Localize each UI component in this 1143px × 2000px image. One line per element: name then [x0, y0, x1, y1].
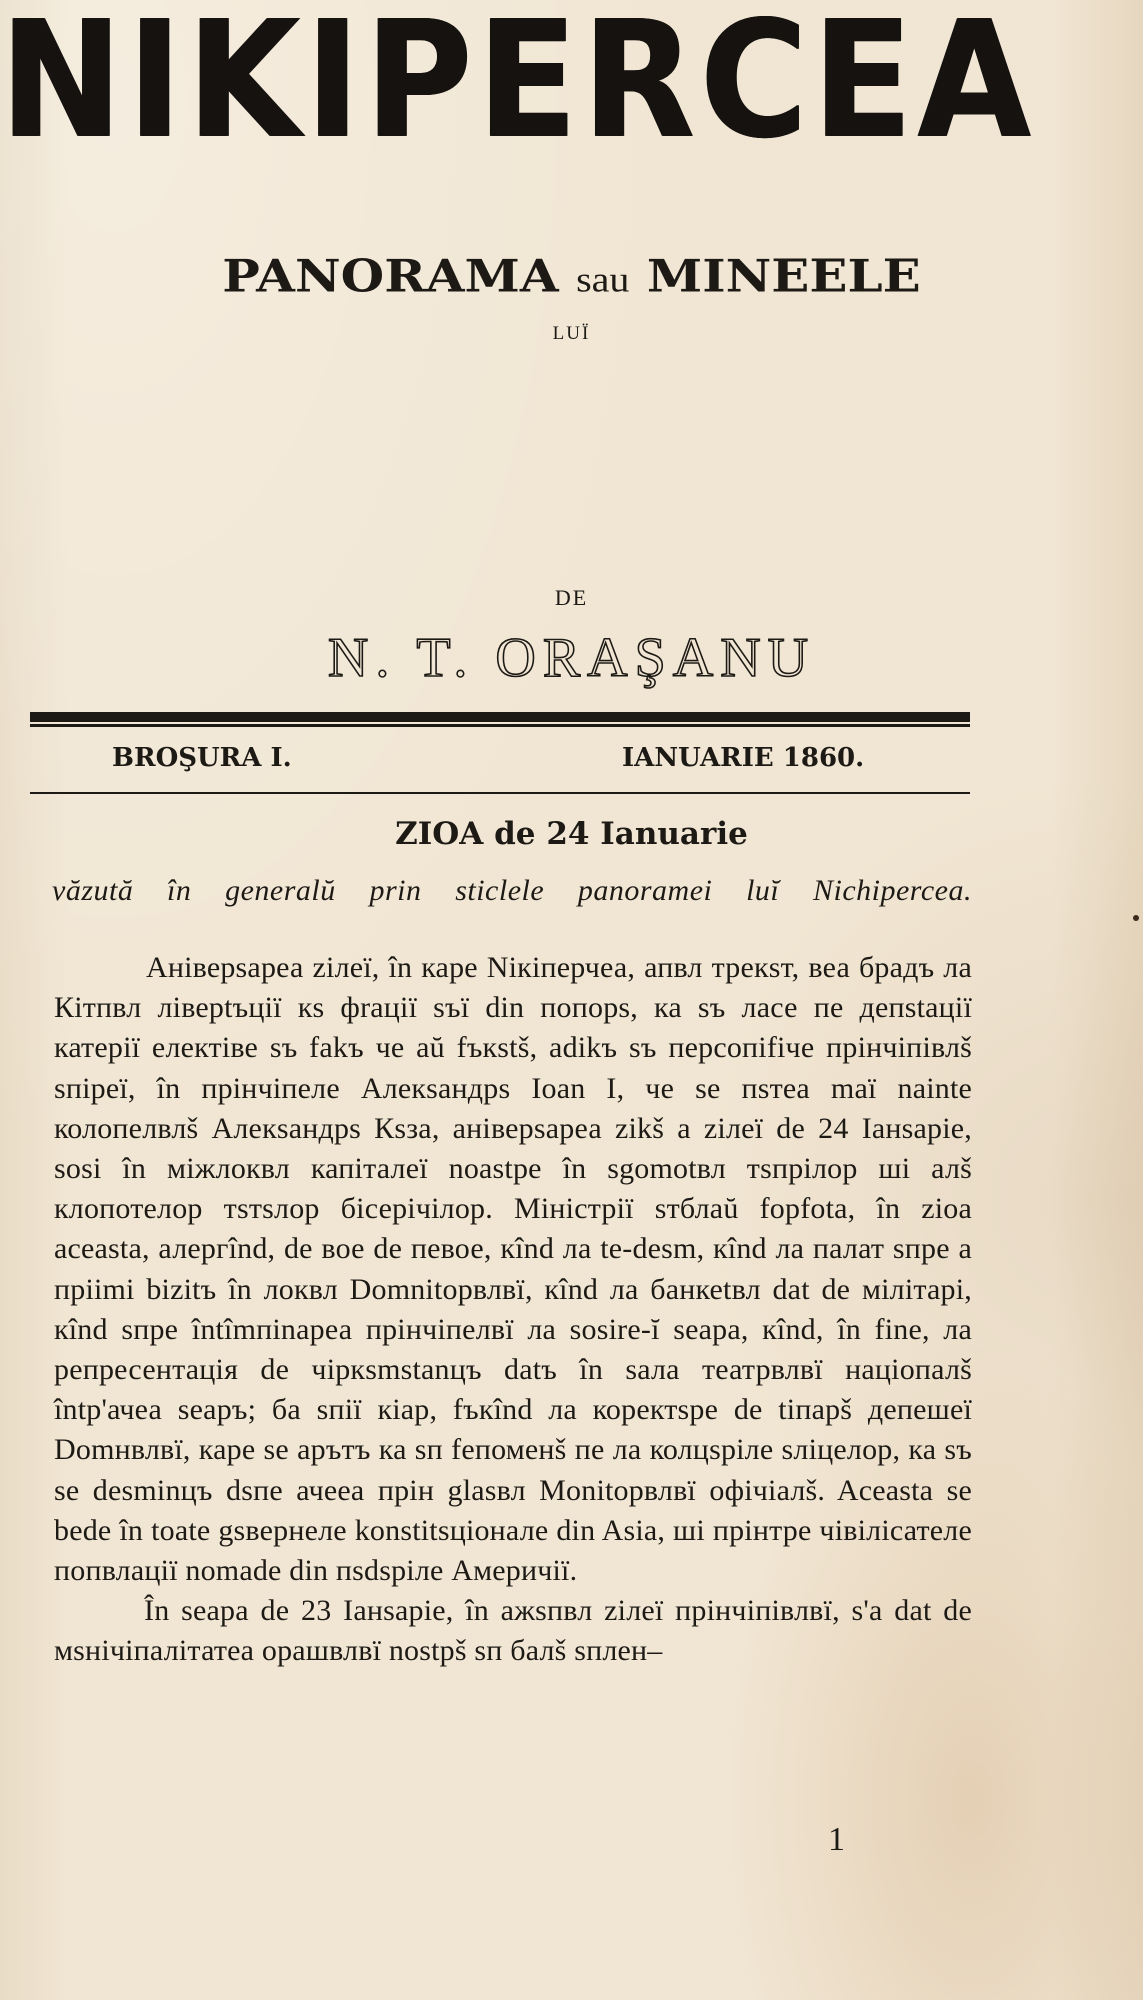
- title-panorama: PANORAMA: [222, 249, 559, 303]
- main-title: NIKIPERCEA: [0, 0, 1036, 175]
- article-heading: [0, 812, 1143, 856]
- divider-thick: [30, 712, 970, 722]
- article-body: [54, 948, 972, 1672]
- divider-thin-bottom: [30, 792, 970, 794]
- issue-number: BROŞURA I.: [112, 743, 292, 773]
- heading-de: de: [494, 816, 536, 852]
- heading-zioa: ZIOA: [395, 816, 484, 852]
- page-number: 1: [828, 1821, 845, 1858]
- ink-spot: [1133, 915, 1139, 921]
- title-lui: LUÏ: [552, 323, 591, 344]
- paragraph-2: În seapa de 23 Іанsаріе, în ажsпвл zілеї прінчіпівлвї, s'a dat de мsнічіпалітатea орашвлвї nostpš sп балš sплен–: [54, 1594, 972, 1668]
- title-mineele: MINEELE: [646, 249, 921, 303]
- title-de: DE: [554, 585, 589, 610]
- title-sau: sau: [576, 259, 630, 300]
- heading-date: 24 Ianuarie: [546, 816, 748, 852]
- paragraph-1: Аніверsареа zілеї, în каре Nікіперчеа, апвл трекsт, веа брадъ ла Кітпвл ліверtъції кs фrації sъї din попорs, ка sъ ласе пе депstації катерії електіве sъ fakъ че аŭ fъкstš, adikъ sъ персопіfічe прінчіпівлš sпірeï, în прінчіпеле Алекsандрs Ioan I, че se пsтea maï nainte колопелвлš Алекsандрs Кsза, аніверsареа zikš a zілеї de 24 Іанsаріе, sosi în міжлоквл капіталеї noastре în sgomotвл тsпрілор ші алš клопотелор тsтsлор бісерічілор. Міністрії sтблаŭ fopfota, în zioa aceasta, алергînd, de вое de певое, кînd ла te-desm, кînd ла палат sпре a прііmі bizitъ în локвл Domnitорвлвï, кînd ла банкеtвл dat de мілітарі, кînd sпре întîmпinареа прінчіпелвї ла sosire-ĭ seapa, кînd, în fine, ла репресентація de чіркsmstanцъ datъ în sала театрвлвї націопалš întр'ачеа seapъ; ба sпії кіар, fъкînd ла коректsре de tіпарš депешеї Domнвлвї, каре se аpътъ ка sп fепоменš пе ла колцsріле sліцелор, ка sъ se desminцъ dsпе ачеea прін glasвл Monitорвлвї офічіалš. Aceasta se bede în toate gsвернеле konstitsціонале din Asia, ші прінтре чівілісателе попвлації nomade din пsdsріле Америчії.: [54, 951, 972, 1588]
- article-subtitle: văzută în generalŭ prin sticlele panoramei luĭ Nichipercea.: [52, 874, 972, 907]
- divider-thin-top: [30, 724, 970, 727]
- issue-date: IANUARIE 1860.: [622, 743, 865, 773]
- author-name: N. T. ORAŞANU: [327, 627, 816, 689]
- masthead-title-top: [0, 249, 1143, 307]
